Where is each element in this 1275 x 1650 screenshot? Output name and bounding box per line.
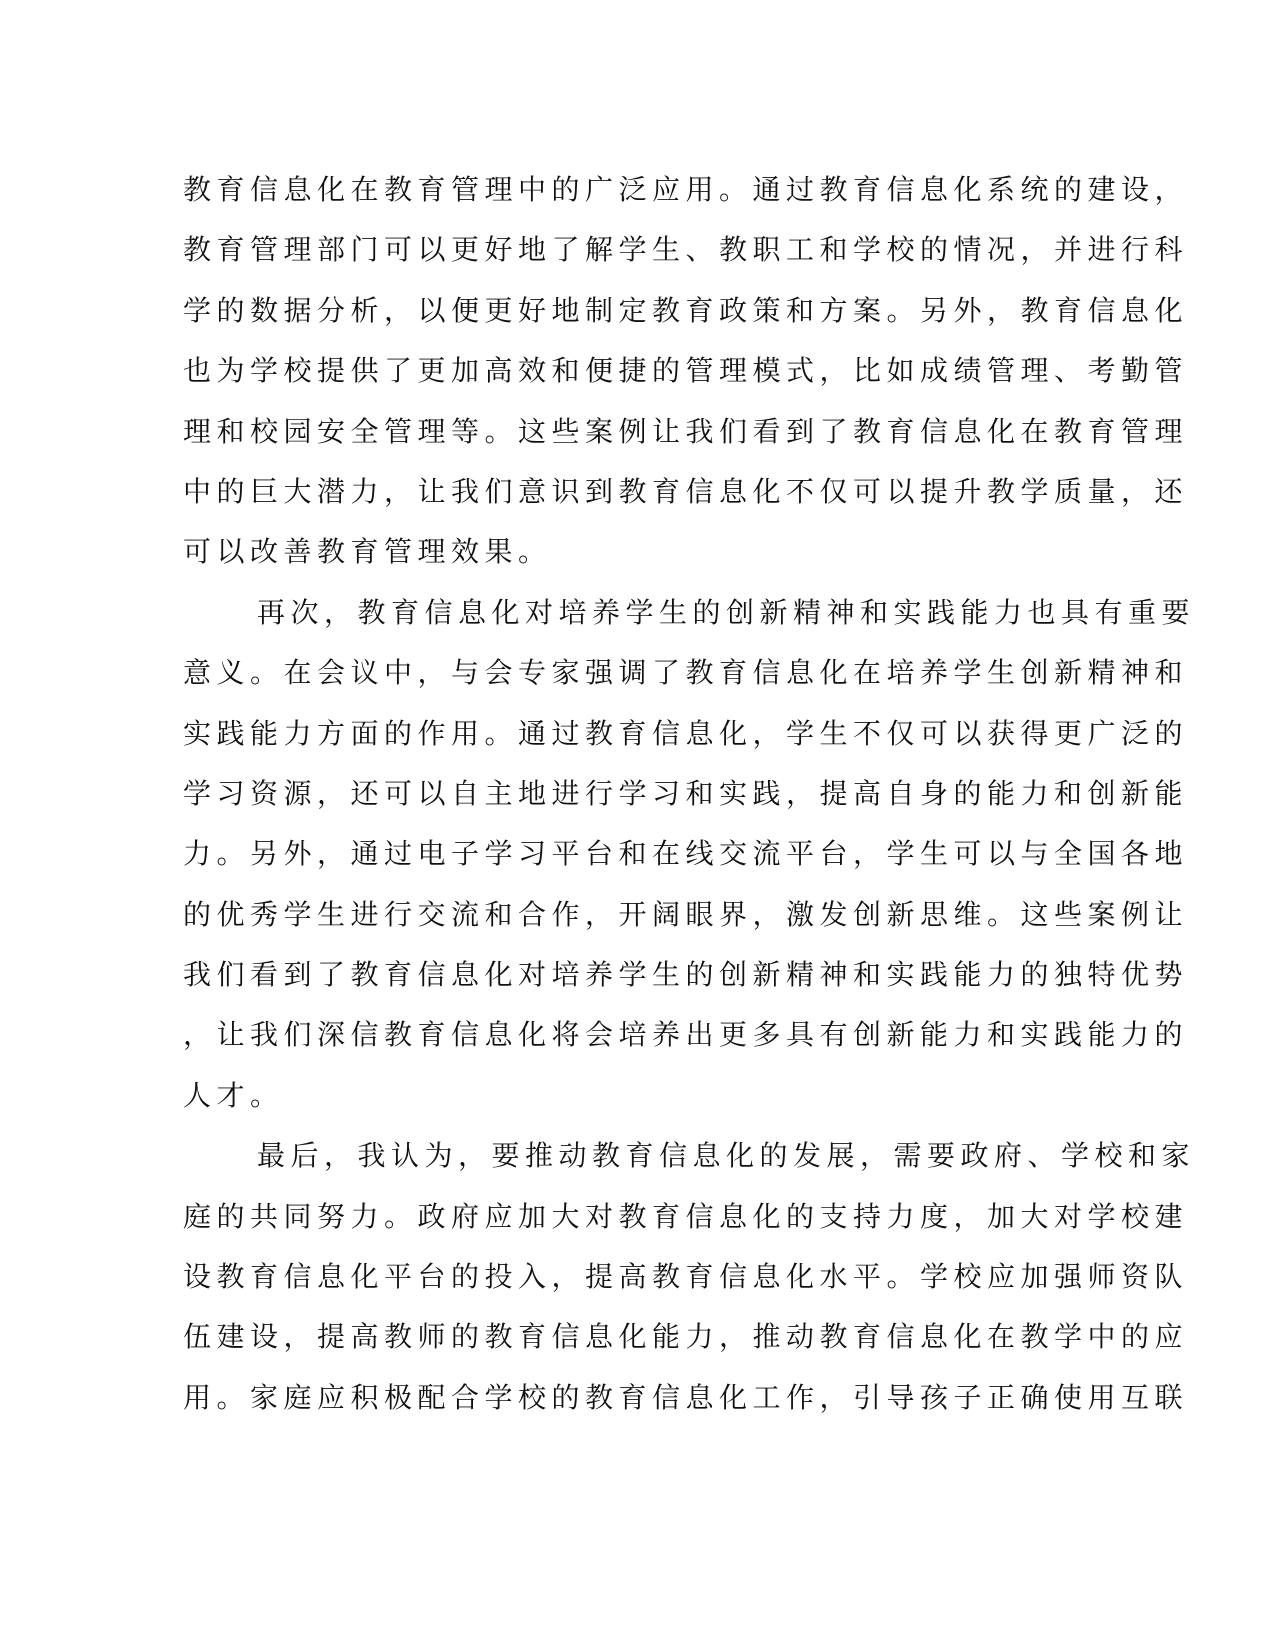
text-line: 的优秀学生进行交流和合作，开阔眼界，激发创新思维。这些案例让: [183, 897, 1189, 931]
text-line: 最后，我认为，要推动教育信息化的发展，需要政府、学校和家: [257, 1139, 1196, 1173]
paragraph-2: [183, 583, 1196, 1127]
text-line: ，让我们深信教育信息化将会培养出更多具有创新能力和实践能力的: [183, 1018, 1189, 1052]
text-line: 人才。: [183, 1078, 284, 1112]
text-line: 庭的共同努力。政府应加大对教育信息化的支持力度，加大对学校建: [183, 1199, 1189, 1233]
paragraph-1: [183, 160, 1189, 583]
text-line: 设教育信息化平台的投入，提高教育信息化水平。学校应加强师资队: [183, 1260, 1189, 1294]
text-line: 我们看到了教育信息化对培养学生的创新精神和实践能力的独特优势: [183, 958, 1189, 992]
text-line: 理和校园安全管理等。这些案例让我们看到了教育信息化在教育管理: [183, 414, 1189, 448]
text-line: 用。家庭应积极配合学校的教育信息化工作，引导孩子正确使用互联: [183, 1380, 1189, 1414]
paragraph-3: [183, 1126, 1196, 1428]
text-line: 中的巨大潜力，让我们意识到教育信息化不仅可以提升教学质量，还: [183, 474, 1189, 508]
text-line: 可以改善教育管理效果。: [183, 535, 552, 569]
text-line: 教育信息化在教育管理中的广泛应用。通过教育信息化系统的建设，: [183, 173, 1189, 206]
text-line: 学习资源，还可以自主地进行学习和实践，提高自身的能力和创新能: [183, 776, 1189, 810]
text-line: 也为学校提供了更加高效和便捷的管理模式，比如成绩管理、考勤管: [183, 354, 1189, 388]
text-line: 再次，教育信息化对培养学生的创新精神和实践能力也具有重要: [257, 595, 1196, 629]
text-line: 教育管理部门可以更好地了解学生、教职工和学校的情况，并进行科: [183, 233, 1189, 267]
document-page: [183, 160, 1196, 1428]
text-line: 实践能力方面的作用。通过教育信息化，学生不仅可以获得更广泛的: [183, 716, 1189, 750]
text-line: 学的数据分析，以便更好地制定教育政策和方案。另外，教育信息化: [183, 293, 1189, 327]
text-line: 伍建设，提高教师的教育信息化能力，推动教育信息化在教学中的应: [183, 1320, 1189, 1354]
text-line: 意义。在会议中，与会专家强调了教育信息化在培养学生创新精神和: [183, 656, 1189, 690]
text-line: 力。另外，通过电子学习平台和在线交流平台，学生可以与全国各地: [183, 837, 1189, 871]
